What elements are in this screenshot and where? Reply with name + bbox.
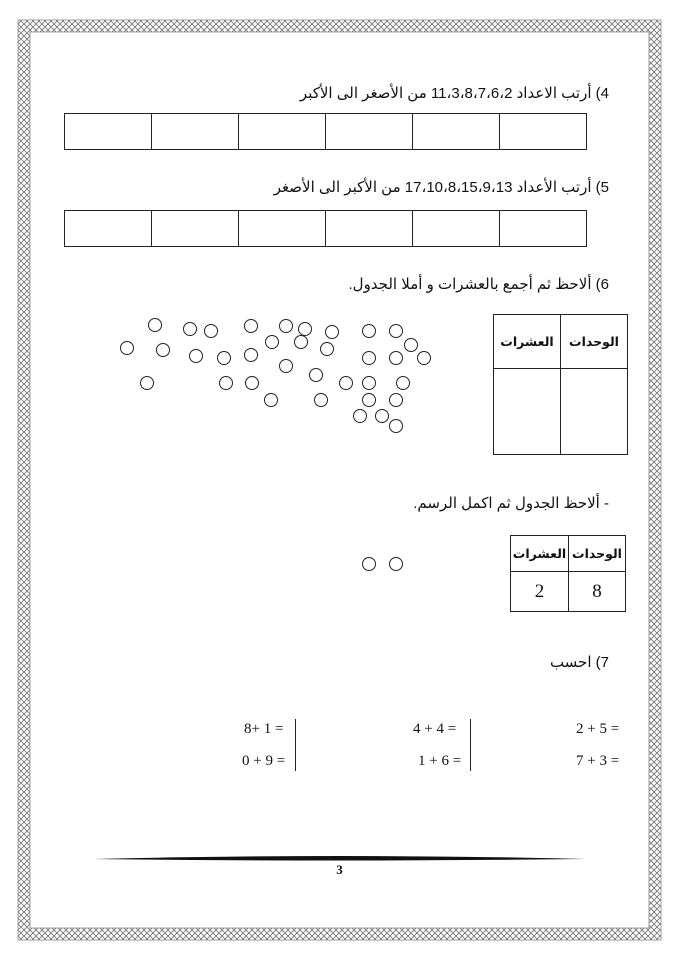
equation: 7 + 3 = <box>576 753 620 769</box>
question-6b-text: - ألاحظ الجدول ثم اكمل الرسم. <box>413 495 609 512</box>
equation: 1 + 6 = <box>418 753 462 769</box>
question-6-text: 6) ألاحظ ثم أجمع بالعشرات و أملا الجدول. <box>348 276 609 293</box>
counting-circle <box>244 319 258 333</box>
question-5-answer-boxes <box>64 210 587 247</box>
counting-circle <box>204 324 218 338</box>
counting-circle <box>389 393 403 407</box>
counting-circle <box>362 376 376 390</box>
answer-box[interactable] <box>326 114 413 150</box>
counting-circle <box>404 338 418 352</box>
counting-circle <box>417 351 431 365</box>
question-5-text: 5) أرتب الأعداد 17،10،8،15،9،13 من الأكبر الى الأصغر <box>273 179 609 196</box>
counting-circle <box>217 351 231 365</box>
question-4-answer-boxes <box>64 113 587 150</box>
question-4-text: 4) أرتب الاعداد 11،3،8،7،6،2 من الأصغر الى الأكبر <box>299 85 609 102</box>
counting-circle <box>156 343 170 357</box>
column-divider <box>470 719 471 771</box>
counting-circle <box>362 324 376 338</box>
counting-circle <box>219 376 233 390</box>
page-number: 3 <box>336 862 343 877</box>
counting-circle <box>362 393 376 407</box>
counting-circle <box>389 324 403 338</box>
units-cell[interactable] <box>561 369 628 455</box>
answer-box[interactable] <box>500 114 587 150</box>
answer-box[interactable] <box>413 114 500 150</box>
counting-circle <box>120 341 134 355</box>
answer-box[interactable] <box>413 211 500 247</box>
counting-circle <box>314 393 328 407</box>
tens-units-table <box>493 314 628 455</box>
counting-circle <box>389 419 403 433</box>
tens-cell[interactable] <box>494 369 561 455</box>
counting-circle <box>244 348 258 362</box>
counting-circle <box>375 409 389 423</box>
column-divider <box>295 719 296 771</box>
equation: 4 + 4 = <box>413 721 457 737</box>
tens-header: العشرات <box>511 536 569 572</box>
counting-circle <box>183 322 197 336</box>
given-circle <box>389 557 403 571</box>
equation: 8+ 1 = <box>244 721 284 737</box>
answer-box[interactable] <box>65 114 152 150</box>
counting-circle <box>353 409 367 423</box>
counting-circle <box>294 335 308 349</box>
units-header: الوحدات <box>561 315 628 369</box>
counting-circle <box>396 376 410 390</box>
counting-circle <box>140 376 154 390</box>
answer-box[interactable] <box>65 211 152 247</box>
counting-circle <box>298 322 312 336</box>
counting-circle <box>389 351 403 365</box>
counting-circle <box>189 349 203 363</box>
counting-circle <box>265 335 279 349</box>
tens-cell: 2 <box>511 572 569 612</box>
counting-circle <box>264 393 278 407</box>
units-cell: 8 <box>569 572 626 612</box>
answer-box[interactable] <box>500 211 587 247</box>
counting-circle <box>339 376 353 390</box>
tens-header: العشرات <box>494 315 561 369</box>
tens-units-table-filled <box>510 535 626 612</box>
equation: 0 + 9 = <box>242 753 286 769</box>
answer-box[interactable] <box>152 211 239 247</box>
counting-circle <box>325 325 339 339</box>
answer-box[interactable] <box>326 211 413 247</box>
counting-circle <box>362 351 376 365</box>
units-header: الوحدات <box>569 536 626 572</box>
given-circle <box>362 557 376 571</box>
counting-circle <box>279 319 293 333</box>
counting-circle <box>279 359 293 373</box>
counting-circle <box>245 376 259 390</box>
counting-circle <box>320 342 334 356</box>
counting-circle <box>309 368 323 382</box>
question-7-text: 7) احسب <box>549 654 609 671</box>
answer-box[interactable] <box>239 114 326 150</box>
equation: 2 + 5 = <box>576 721 620 737</box>
counting-circle <box>148 318 162 332</box>
answer-box[interactable] <box>239 211 326 247</box>
answer-box[interactable] <box>152 114 239 150</box>
